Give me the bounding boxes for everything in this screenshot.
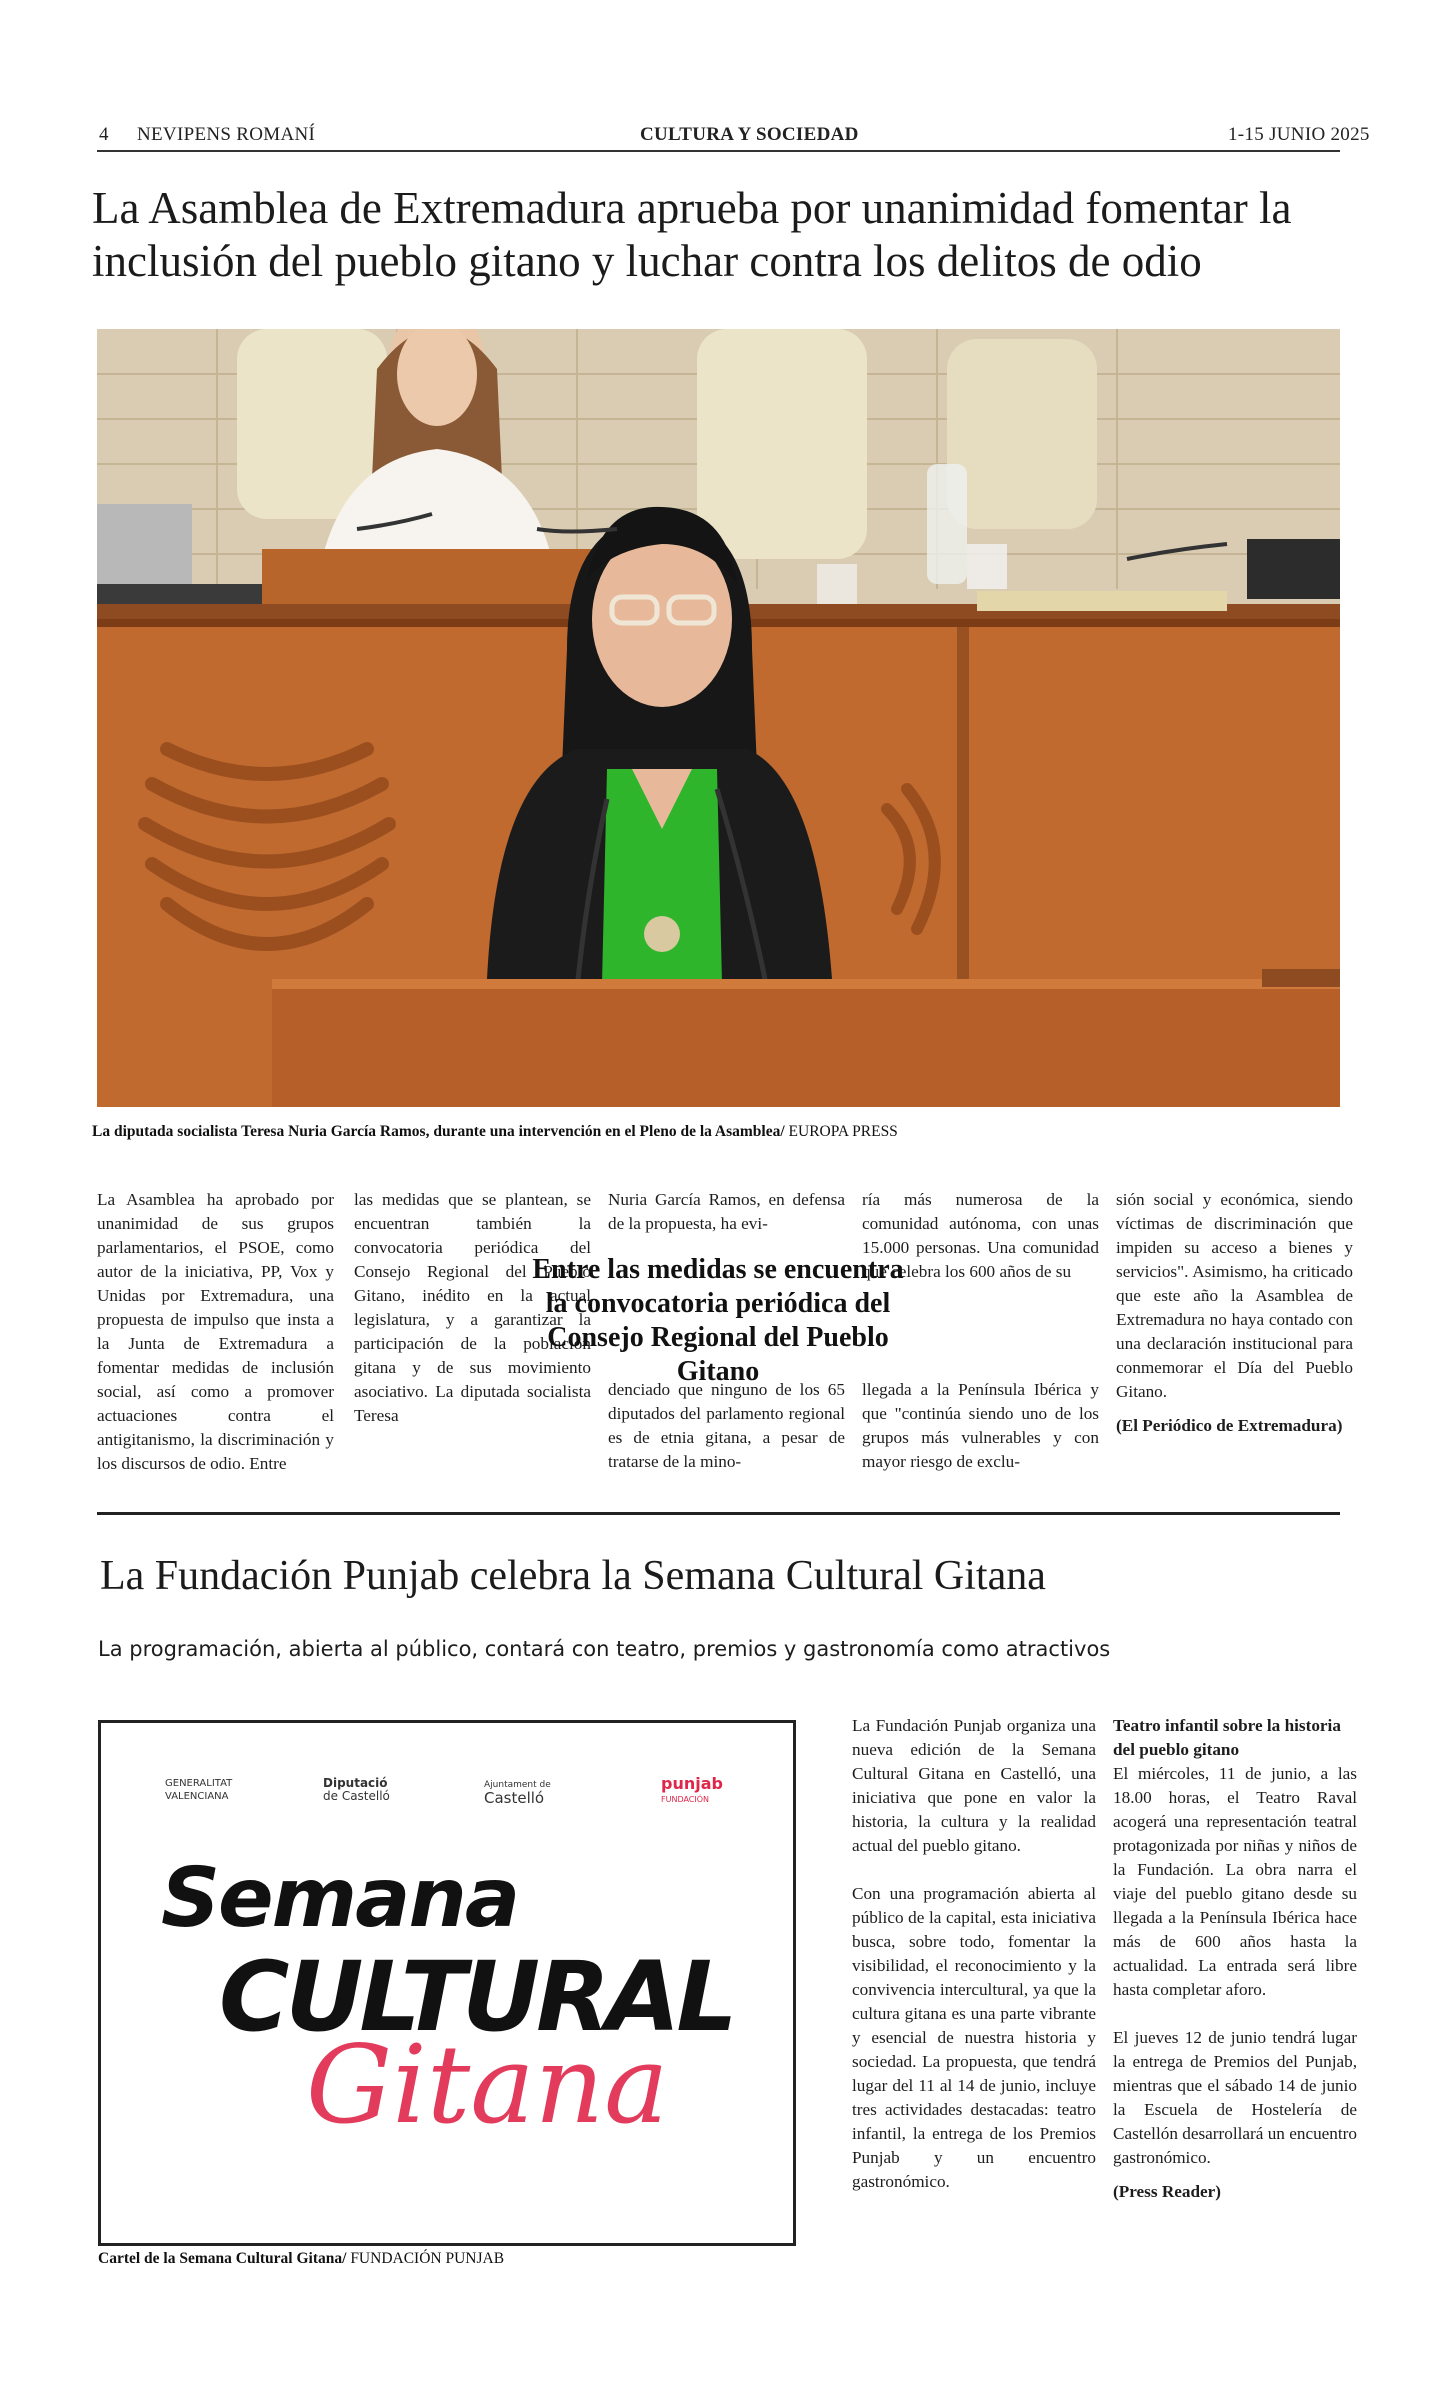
assembly-photo xyxy=(97,329,1340,1107)
article1-source: (El Periódico de Extremadura) xyxy=(1116,1416,1343,1435)
publication-name: NEVIPENS ROMANÍ xyxy=(137,124,316,145)
section-name: CULTURA Y SOCIEDAD xyxy=(640,124,859,145)
headline-line-2: inclusión del pueblo gitano y luchar contra los delitos de odio xyxy=(92,236,1202,286)
poster-caption-text: Cartel de la Semana Cultural Gitana/ xyxy=(98,2250,347,2267)
article2-headline: La Fundación Punjab celebra la Semana Cultural Gitana xyxy=(100,1553,1046,1599)
article2-column-1: La Fundación Punjab organiza una nueva edición de la Semana Cultural Gitana en Castelló, una iniciativa que pone en valor la historia, la cultura y la realidad actual del pueblo gitano. Con una programación abierta al público de la capital, esta iniciativa busca, sobre todo, fomentar la visibilidad, el reconocimiento y la convivencia intercultural, ya que la cultura gitana es una parte vibrante y esencial de nuestra historia y sociedad. La propuesta, que tendrá lugar del 11 al 14 de junio, incluye tres actividades destacadas: teatro infantil, la entrega de los Premios Punjab y un encuentro gastronómico. xyxy=(852,1716,1096,2191)
headline-line-1: La Asamblea de Extremadura aprueba por unanimidad fomentar la xyxy=(92,183,1292,233)
article1-column-1: La Asamblea ha aprobado por unanimidad de sus grupos parlamentarios, el PSOE, como autor de la iniciativa, PP, Vox y Unidas por Extremadura, una propuesta de impulso que insta a la Junta de Extremadura a fomentar medidas de inclusión social, así como a promover actuaciones contra el antigitanismo, la discriminación y los discursos de odio. Entre xyxy=(97,1190,334,1473)
pull-quote: Entre las medidas se encuentra la convocatoria periódica del Consejo Regional del Pueblo Gitano xyxy=(532,1254,904,1387)
article1-column-4-bottom: llegada a la Península Ibérica y que "continúa siendo uno de los grupos más vulnerables y con mayor riesgo de exclu- xyxy=(862,1380,1099,1471)
article1-headline xyxy=(92,182,1342,288)
event-poster xyxy=(98,1720,796,2246)
poster-word-cultural: CULTURAL xyxy=(219,1941,734,2053)
photo-caption xyxy=(92,1123,898,1141)
photo-caption-text: La diputada socialista Teresa Nuria García Ramos, durante una intervención en el Pleno de la Asamblea/ xyxy=(92,1123,785,1140)
poster-caption xyxy=(98,2250,504,2268)
article2-column-2: Teatro infantil sobre la historia del pueblo gitano El miércoles, 11 de junio, a las 18.00 horas, el Teatro Raval acogerá una representación teatral protagonizada por niñas y niños de la Fundación. La obra narra el viaje del pueblo gitano desde su llegada a la Península Ibérica hace más de 600 años hasta la actualidad. La entrada será libre hasta completar aforo. El jueves 12 de junio tendrá lugar la entrega de Premios del Punjab, mientras que el sábado 14 de junio la Escuela de Hostelería de Castellón desarrollará un encuentro gastronómico. (Press Reader) xyxy=(1113,1714,1357,2204)
logo-generalitat: GENERALITAT VALENCIANA xyxy=(165,1778,233,1802)
section-divider xyxy=(97,1512,1340,1515)
photo-credit: EUROPA PRESS xyxy=(784,1123,898,1140)
article1-column-5: sión social y económica, siendo víctimas de discriminación que impiden su acceso a bienes y servicios". Asimismo, ha criticado que este año la Asamblea de Extremadura no haya contado con una declaración institucional para conmemorar el Día del Pueblo Gitano. (El Periódico de Extremadura) xyxy=(1116,1188,1353,1438)
poster-word-semana: Semana xyxy=(161,1851,519,1946)
article2-subtitle: La programación, abierta al público, contará con teatro, premios y gastronomía como atractivos xyxy=(98,1637,1111,1661)
page-number: 4 xyxy=(99,124,109,145)
logo-ajuntament: Ajuntament de Castelló xyxy=(484,1780,551,1807)
poster-credit: FUNDACIÓN PUNJAB xyxy=(346,2250,505,2267)
issue-date: 1-15 JUNIO 2025 xyxy=(1228,124,1370,145)
poster-word-gitana: Gitana xyxy=(306,2023,669,2148)
article2-source: (Press Reader) xyxy=(1113,2182,1222,2201)
theatre-subheading: Teatro infantil sobre la historia del pueblo gitano xyxy=(1113,1716,1341,1759)
article1-column-4-top: ría más numerosa de la comunidad autónoma, con unas 15.000 personas. Una comunidad que celebra los 600 años de su xyxy=(862,1190,1099,1281)
article1-column-2: las medidas que se plantean, se encuentran también la convocatoria periódica del Consejo Regional del Pueblo Gitano, inédito en la actual legislatura, y a garantizar la participación de la población gitana y de sus movimiento asociativo. La diputada socialista Teresa xyxy=(354,1190,591,1425)
article1-column-3-bottom: denciado que ninguno de los 65 diputados del parlamento regional es de etnia gitana, a pesar de tratarse de la mino- xyxy=(608,1380,845,1471)
article1-column-3-top: Nuria García Ramos, en defensa de la propuesta, ha evi- xyxy=(608,1190,845,1233)
logo-punjab: punjab FUNDACIÓN xyxy=(661,1774,723,1804)
header-rule xyxy=(97,150,1340,152)
logo-diputacio: Diputació de Castelló xyxy=(323,1776,390,1803)
